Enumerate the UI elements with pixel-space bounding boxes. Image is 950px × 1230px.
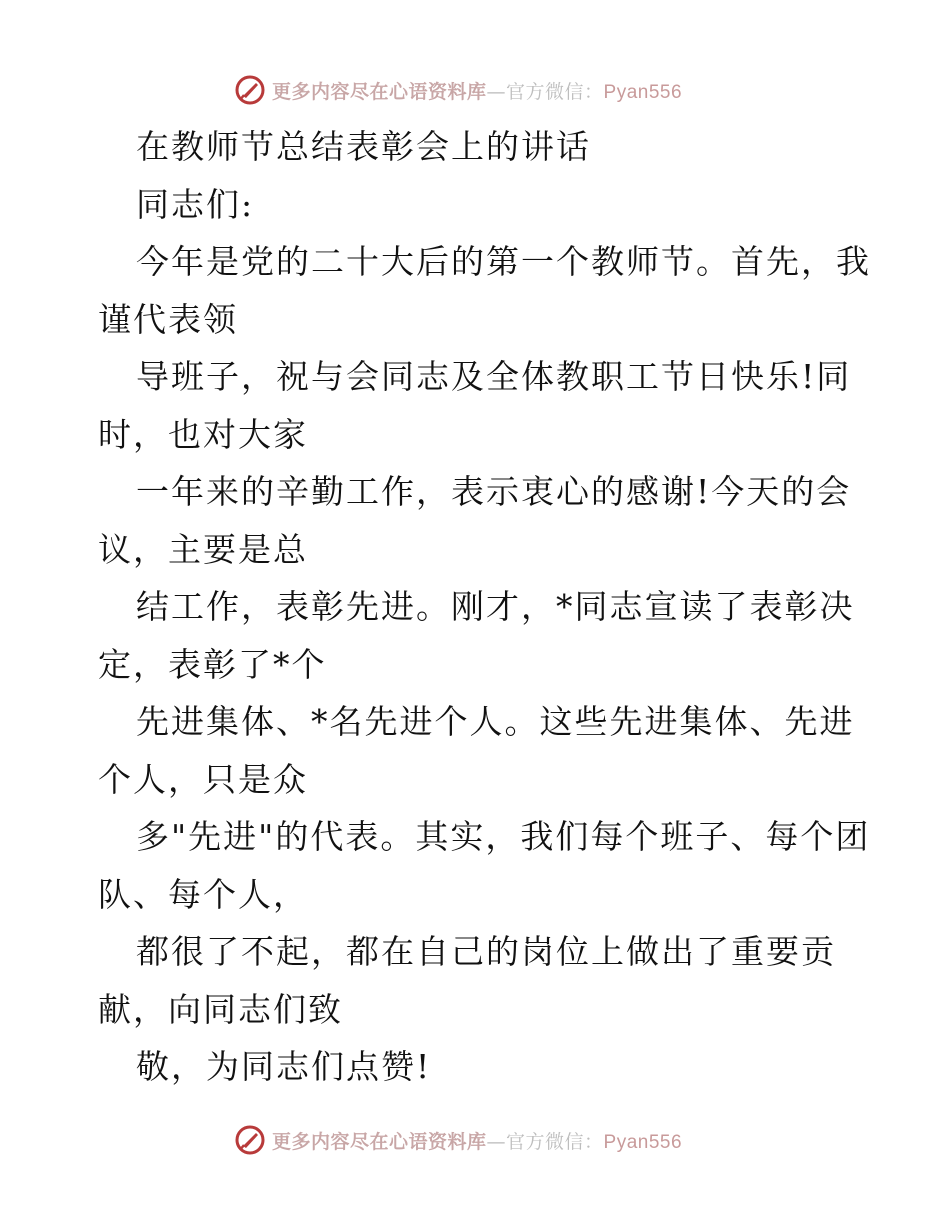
paragraph-line: 多"先进"的代表。其实，我们每个班子、每个团 xyxy=(136,817,871,856)
footer-banner-separator: — xyxy=(486,1130,507,1153)
document-title: 在教师节总结表彰会上的讲话 xyxy=(136,127,591,166)
paragraph-line: 献，向同志们致 xyxy=(98,989,343,1029)
paragraph-line: 队、每个人， xyxy=(98,874,308,914)
header-banner-separator: — xyxy=(486,80,507,103)
footer-banner-label: 官方微信： xyxy=(506,1130,604,1153)
feather-pen-logo-icon xyxy=(234,74,266,106)
paragraph-line: 个人，只是众 xyxy=(98,759,308,799)
paragraph-line: 导班子，祝与会同志及全体教职工节日快乐!同 xyxy=(136,357,852,396)
header-banner xyxy=(234,70,734,110)
paragraph-line: 议，主要是总 xyxy=(98,529,308,569)
footer-banner-text xyxy=(272,1127,682,1154)
document-body xyxy=(98,118,888,1096)
paragraph-line: 敬，为同志们点赞! xyxy=(136,1047,432,1086)
paragraph-line: 一年来的辛勤工作，表示衷心的感谢!今天的会 xyxy=(136,472,852,511)
footer-banner-main: 更多内容尽在心语资料库 xyxy=(272,1130,487,1153)
paragraph-line: 先进集体、*名先进个人。这些先进集体、先进 xyxy=(136,702,855,741)
footer-banner xyxy=(234,1120,734,1160)
paragraph-line: 谨代表领 xyxy=(98,299,238,339)
header-banner-text xyxy=(272,77,682,104)
document-salutation: 同志们: xyxy=(136,184,255,224)
paragraph-line: 今年是党的二十大后的第一个教师节。首先，我 xyxy=(136,242,871,281)
footer-banner-wechat: Pyan556 xyxy=(603,1131,683,1153)
paragraph-line: 结工作，表彰先进。刚才，*同志宣读了表彰决 xyxy=(136,587,855,626)
header-banner-label: 官方微信： xyxy=(506,80,604,103)
paragraph-line: 时，也对大家 xyxy=(98,414,308,454)
feather-pen-logo-icon xyxy=(234,1124,266,1156)
header-banner-main: 更多内容尽在心语资料库 xyxy=(272,80,487,103)
paragraph-line: 都很了不起，都在自己的岗位上做出了重要贡 xyxy=(136,932,836,971)
header-banner-wechat: Pyan556 xyxy=(603,81,683,103)
paragraph-line: 定，表彰了*个 xyxy=(98,644,327,684)
